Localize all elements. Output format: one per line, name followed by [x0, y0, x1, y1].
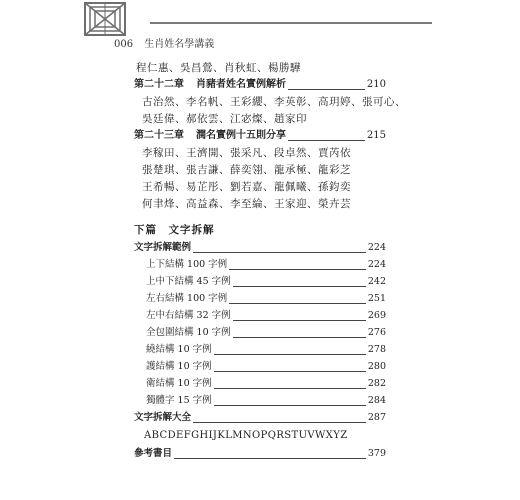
entry-label: 文字拆解大全 — [134, 412, 192, 423]
part-title: 下篇 文字拆解 — [134, 224, 215, 236]
dot-leader — [229, 259, 366, 270]
header-rule — [150, 22, 432, 24]
toc-chapter-22[interactable] — [134, 77, 386, 93]
entry-label: 獨體字 15 字例 — [146, 395, 212, 406]
dot-leader — [214, 344, 366, 355]
entry-label: 上中下結構 45 字例 — [146, 276, 231, 287]
entry-page: 282 — [367, 378, 386, 389]
header-book-title: 生肖姓名學講義 — [144, 39, 215, 50]
dot-leader — [214, 378, 366, 389]
dot-leader — [174, 448, 366, 459]
entry-page: 224 — [367, 259, 386, 270]
dot-leader — [233, 327, 366, 338]
chapter-22-number: 第二十二章 — [134, 79, 184, 90]
lattice-corner-ornament-icon — [84, 2, 126, 36]
entry-page: 269 — [367, 310, 386, 321]
chapter-22-names-line: 古治然、李名帆、王彩纓、李英彰、高玥婷、張可心、 — [142, 96, 406, 108]
toc-entry[interactable] — [146, 274, 386, 290]
toc-entry[interactable] — [134, 240, 386, 256]
entry-label: 護結構 10 字例 — [146, 361, 212, 372]
entry-page: 276 — [367, 327, 386, 338]
entry-page: 284 — [367, 395, 386, 406]
chapter-23-names-line: 張楚琪、張吉謙、薛奕翎、龍承極、龍彩芝 — [142, 164, 351, 176]
chapter-23-page: 215 — [366, 130, 386, 141]
toc-entry[interactable] — [134, 410, 386, 426]
chapter-23-names-line: 李稼田、王濟開、張采凡、段卓然、賈芮依 — [142, 147, 351, 159]
dot-leader — [193, 412, 366, 423]
toc-entry[interactable] — [146, 359, 386, 375]
dot-leader — [233, 276, 366, 287]
entry-label: 衛結構 10 字例 — [146, 378, 212, 389]
alphabet-index: ABCDEFGHIJKLMNOPQRSTUVWXYZ — [144, 430, 348, 441]
chapter-23-number: 第二十三章 — [134, 130, 184, 141]
dot-leader — [288, 79, 365, 90]
dot-leader — [233, 310, 366, 321]
toc-entry[interactable] — [146, 342, 386, 358]
leading-names: 程仁惠、吳昌鶯、肖秋虹、楊勝驊 — [136, 62, 301, 74]
toc-entry[interactable] — [146, 257, 386, 273]
toc-entry[interactable] — [146, 393, 386, 409]
header-page-number: 006 — [114, 39, 134, 50]
entry-page: 251 — [367, 293, 386, 304]
dot-leader — [193, 242, 366, 253]
entry-label: 文字拆解範例 — [134, 242, 192, 253]
toc-entry-references[interactable] — [134, 446, 386, 462]
entry-label: 左中右結構 32 字例 — [146, 310, 231, 321]
chapter-22-title: 肖豬者姓名實例解析 — [196, 79, 286, 90]
dot-leader — [214, 395, 366, 406]
chapter-22-names-line: 吳廷偉、郝依雲、江宓燦、趙家印 — [142, 113, 307, 125]
toc-chapter-23[interactable] — [134, 128, 386, 144]
dot-leader — [288, 130, 365, 141]
entry-label: 上下結構 100 字例 — [146, 259, 228, 270]
chapter-23-names-line: 何聿烽、高益森、李至綸、王家迎、榮卉芸 — [142, 198, 351, 210]
toc-entry[interactable] — [146, 376, 386, 392]
dot-leader — [214, 361, 366, 372]
entry-label: 參考書目 — [134, 448, 173, 459]
entry-label: 全包圍結構 10 字例 — [146, 327, 231, 338]
dot-leader — [229, 293, 366, 304]
toc-entry[interactable] — [146, 291, 386, 307]
chapter-23-title: 潤名實例十五則分享 — [196, 130, 286, 141]
running-header — [114, 35, 214, 50]
chapter-23-names-line: 王希暢、易芷彤、劉若嘉、龍佩曦、孫鈞奕 — [142, 181, 351, 193]
entry-page: 224 — [367, 242, 386, 253]
entry-label: 左右結構 100 字例 — [146, 293, 228, 304]
toc-entry[interactable] — [146, 308, 386, 324]
toc-entry[interactable] — [146, 325, 386, 341]
entry-page: 278 — [367, 344, 386, 355]
entry-page: 280 — [367, 361, 386, 372]
entry-page: 287 — [367, 412, 386, 423]
entry-label: 繞結構 10 字例 — [146, 344, 212, 355]
chapter-22-page: 210 — [366, 79, 386, 90]
entry-page: 379 — [367, 448, 386, 459]
entry-page: 242 — [367, 276, 386, 287]
